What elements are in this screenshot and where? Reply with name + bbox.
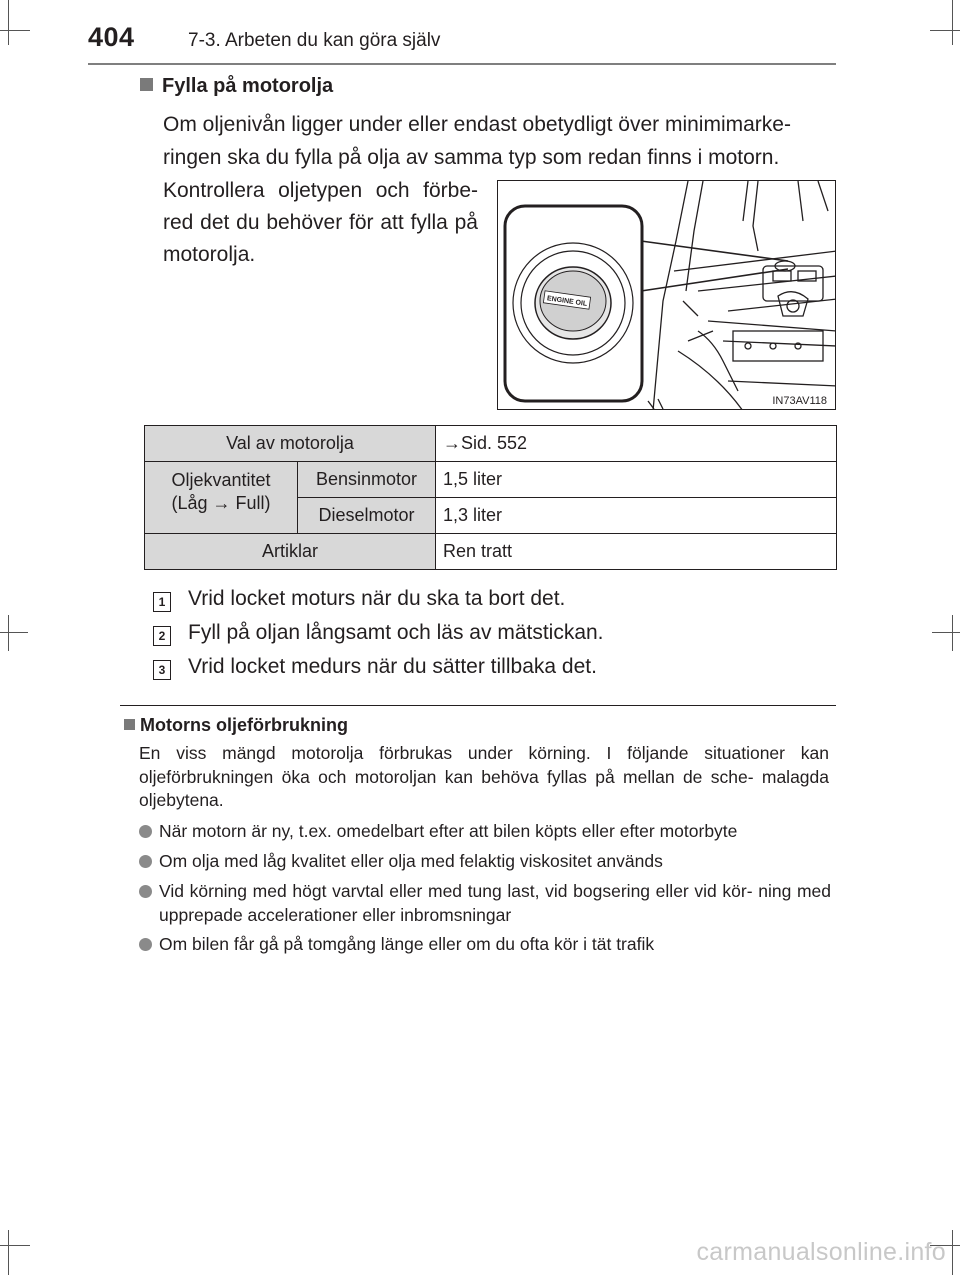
section2-paragraph: En viss mängd motorolja förbrukas under körning. I följande situationer kan oljeförbrukningen öka och motoroljan kan behöva fyllas på mellan de sche- malagda oljebytena. (139, 743, 829, 810)
quantity-label: Oljekvantitet (171, 470, 271, 490)
step-number: 3 (153, 660, 171, 680)
crop-mark (932, 632, 960, 633)
bullet-dot-icon (139, 855, 152, 868)
table-subheader-cell: Dieselmotor (298, 498, 436, 534)
bullet-text: När motorn är ny, t.ex. omedelbart efter att bilen köpts eller efter motorbyte (159, 821, 738, 841)
table-value-cell: 1,5 liter (436, 462, 837, 498)
intro-paragraph: Om oljenivån ligger under eller endast obetydligt över minimimarke- ringen ska du fylla på olja av samma typ som redan finns i motorn. (163, 113, 791, 169)
crop-mark (952, 0, 953, 45)
cap-label: ENGINE OIL (546, 295, 588, 308)
section2-title-text: Motorns oljeförbrukning (140, 715, 348, 735)
step-text: Vrid locket medurs när du sätter tillbaka det. (188, 655, 597, 678)
crop-mark (0, 30, 30, 31)
crop-mark (8, 0, 9, 45)
engine-bay-drawing (498, 181, 836, 410)
table-subheader-cell: Bensinmotor (298, 462, 436, 498)
figure-code: IN73AV118 (772, 395, 827, 407)
header-divider (88, 63, 836, 65)
section2-title (124, 715, 348, 736)
table-row (145, 534, 837, 570)
table-row (145, 426, 837, 462)
square-bullet-icon (140, 78, 153, 91)
page-number: 404 (88, 22, 135, 52)
quantity-sublabel: (Låg → Full) (171, 493, 271, 513)
table-header-cell: Val av motorolja (145, 426, 436, 462)
bullet-text: Vid körning med högt varvtal eller med tung last, vid bogsering eller vid kör- ning med upprepade accelerationer eller inbromsningar (159, 881, 831, 925)
step-text: Vrid locket moturs när du ska ta bort det. (188, 587, 566, 610)
instruction-paragraph: Kontrollera oljetypen och förbe- red det du behöver för att fylla på motorolja. (163, 179, 478, 266)
crop-mark (952, 615, 953, 651)
table-value-cell: 1,3 liter (436, 498, 837, 534)
table-row (145, 462, 837, 498)
table-value-cell: →Sid. 552 (436, 426, 837, 462)
crop-mark (0, 632, 28, 633)
bullet-dot-icon (139, 938, 152, 951)
watermark: carmanualsonline.info (696, 1238, 946, 1266)
crop-mark (930, 30, 960, 31)
chapter-title: 7-3. Arbeten du kan göra själv (188, 30, 441, 51)
table-value-cell: Ren tratt (436, 534, 837, 570)
crop-mark (8, 1230, 9, 1275)
step-number: 2 (153, 626, 171, 646)
crop-mark (8, 615, 9, 651)
table-header-cell: Artiklar (145, 534, 436, 570)
bullet-dot-icon (139, 885, 152, 898)
section-title (140, 75, 333, 98)
bullet-dot-icon (139, 825, 152, 838)
oil-spec-table (144, 425, 837, 570)
crop-mark (0, 1245, 30, 1246)
bullet-text: Om bilen får gå på tomgång länge eller om du ofta kör i tät trafik (159, 934, 655, 954)
crop-mark (952, 1230, 953, 1275)
step-number: 1 (153, 592, 171, 612)
section-title-text: Fylla på motorolja (162, 75, 334, 97)
table-header-cell (145, 462, 298, 534)
engine-oil-cap-illustration (497, 180, 836, 410)
step-text: Fyll på oljan långsamt och läs av mätstickan. (188, 621, 604, 644)
square-bullet-icon (124, 719, 135, 730)
bullet-text: Om olja med låg kvalitet eller olja med felaktig viskositet används (159, 851, 663, 871)
section-divider (120, 705, 836, 706)
